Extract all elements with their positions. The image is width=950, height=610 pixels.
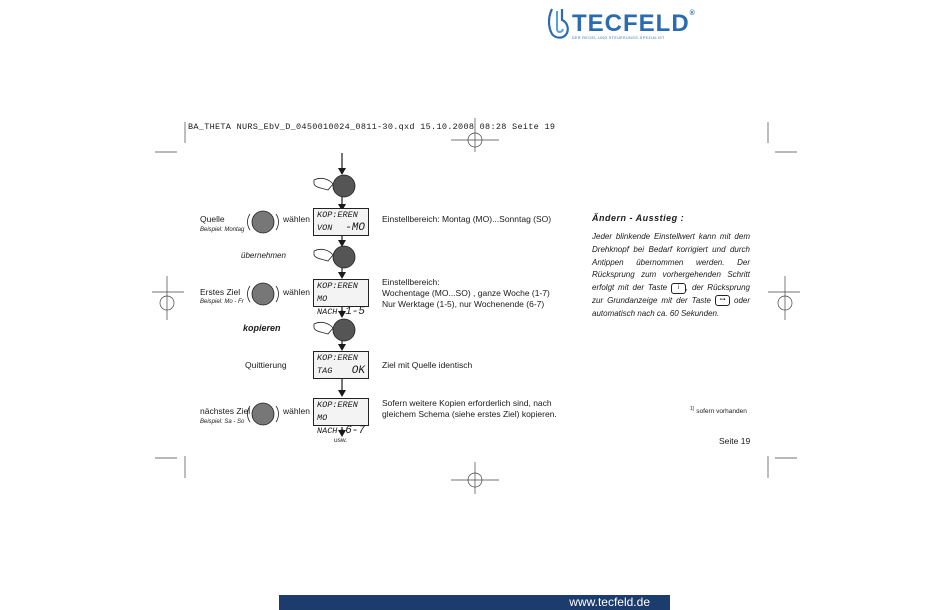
lcd-line2-right: -MO <box>345 222 365 234</box>
erstes-ziel-desc-3: Nur Werktage (1-5), nur Wochenende (6-7) <box>382 299 545 309</box>
sidebar-body-2: , der Rücksprung zur Grundanzeige mit der Taste <box>592 283 750 305</box>
erstes-ziel-desc-2: Wochentage (MO...SO) , ganze Woche (1-7) <box>382 288 550 298</box>
naechstes-ziel-desc-2: gleichem Schema (siehe erstes Ziel) kopieren. <box>382 409 557 419</box>
press-knob-icon <box>314 246 355 268</box>
lcd-line1: KOP:EREN <box>317 353 358 363</box>
lcd-line2-left: NACH <box>317 426 338 436</box>
erstes-ziel-example: Beispiel: Mo - Fr <box>200 299 244 305</box>
info-key-icon: i <box>671 283 686 294</box>
lcd-line2-left: TAG <box>317 366 333 376</box>
logo-wordmark <box>572 10 696 38</box>
naechstes-ziel-label: nächstes Ziel <box>200 406 251 416</box>
lcd-line2-right: -1-5 <box>338 306 365 318</box>
footnote-text: sofern vorhanden <box>696 408 747 416</box>
rotary-knob-icon <box>247 280 279 308</box>
flow-arrow-head <box>338 168 346 175</box>
erstes-ziel-label: Erstes Ziel <box>200 287 241 297</box>
lcd-quelle <box>313 208 369 236</box>
quelle-action: wählen <box>283 214 310 224</box>
quelle-label: Quelle <box>200 214 225 224</box>
press-knob-icon <box>314 175 355 197</box>
lcd-line2-right: -6-7 <box>338 425 365 437</box>
rotary-knob-icon <box>247 400 279 428</box>
rotary-knob-icon <box>247 208 279 236</box>
lcd-line2-right: OK <box>351 365 365 377</box>
erstes-ziel-action: wählen <box>283 287 310 297</box>
quittierung-desc: Ziel mit Quelle identisch <box>382 360 473 370</box>
quittierung-label: Quittierung <box>245 360 287 370</box>
page-number: Seite 19 <box>719 436 751 446</box>
flow-arrow-head <box>338 390 346 397</box>
lcd-line1: KOP:EREN <box>317 210 358 220</box>
sidebar-body <box>592 231 750 321</box>
sidebar-body-3: oder automatisch nach ca. 60 Sekunden. <box>592 295 751 318</box>
logo-mark-icon <box>546 7 570 41</box>
flow-arrow-head <box>338 272 346 279</box>
sidebar-heading: Ändern - Ausstieg : <box>592 213 685 223</box>
lcd-naechstes-ziel <box>313 398 369 437</box>
flow-arrow-head <box>338 344 346 351</box>
uebernehmen-label: übernehmen <box>241 251 286 260</box>
lcd-line2-left: VON <box>317 223 333 233</box>
file-info-line: BA_THETA NURS_EbV_D_0450010024_0811-30.qxd 15.10.2008 08:28 Seite 19 <box>188 122 556 132</box>
exit-key-icon: ⊶ <box>715 295 730 306</box>
naechstes-ziel-desc-1: Sofern weitere Kopien erforderlich sind, nach <box>382 398 552 408</box>
kopieren-label: kopieren <box>243 323 281 333</box>
footer-url[interactable]: www.tecfeld.de <box>569 595 650 609</box>
footnote-mark: 1) <box>690 406 695 412</box>
naechstes-ziel-action: wählen <box>283 406 310 416</box>
erstes-ziel-desc-1: Einstellbereich: <box>382 277 440 287</box>
sidebar-body-1: Jeder blinkende Einstellwert kann mit dem Drehknopf bei Bedarf korrigiert und durch Antippen übernommen werden. Der Rücksprung zum vorhergehenden Schritt erfolgt mit der Taste <box>592 232 750 293</box>
lcd-line2-left: NACH <box>317 307 338 317</box>
logo-reg-mark: ® <box>689 10 696 17</box>
footnote <box>690 406 747 415</box>
naechstes-ziel-example: Beispiel: Sa - So <box>200 419 245 425</box>
quelle-example: Beispiel: Montag <box>200 227 245 233</box>
logo-name-text: TECFELD <box>572 10 690 37</box>
press-knob-icon <box>314 319 355 341</box>
usw-label: usw. <box>334 437 348 444</box>
lcd-quittierung <box>313 351 369 379</box>
lcd-line1: KOP:EREN MO <box>317 400 358 423</box>
lcd-line1: KOP:EREN MO <box>317 281 358 304</box>
quelle-desc: Einstellbereich: Montag (MO)...Sonntag (SO) <box>382 214 552 224</box>
footer-bar <box>279 595 670 610</box>
logo-tagline: DER REGEL-UND STEUERUNGS-SPEZIALIST <box>572 36 665 40</box>
lcd-erstes-ziel <box>313 279 369 318</box>
